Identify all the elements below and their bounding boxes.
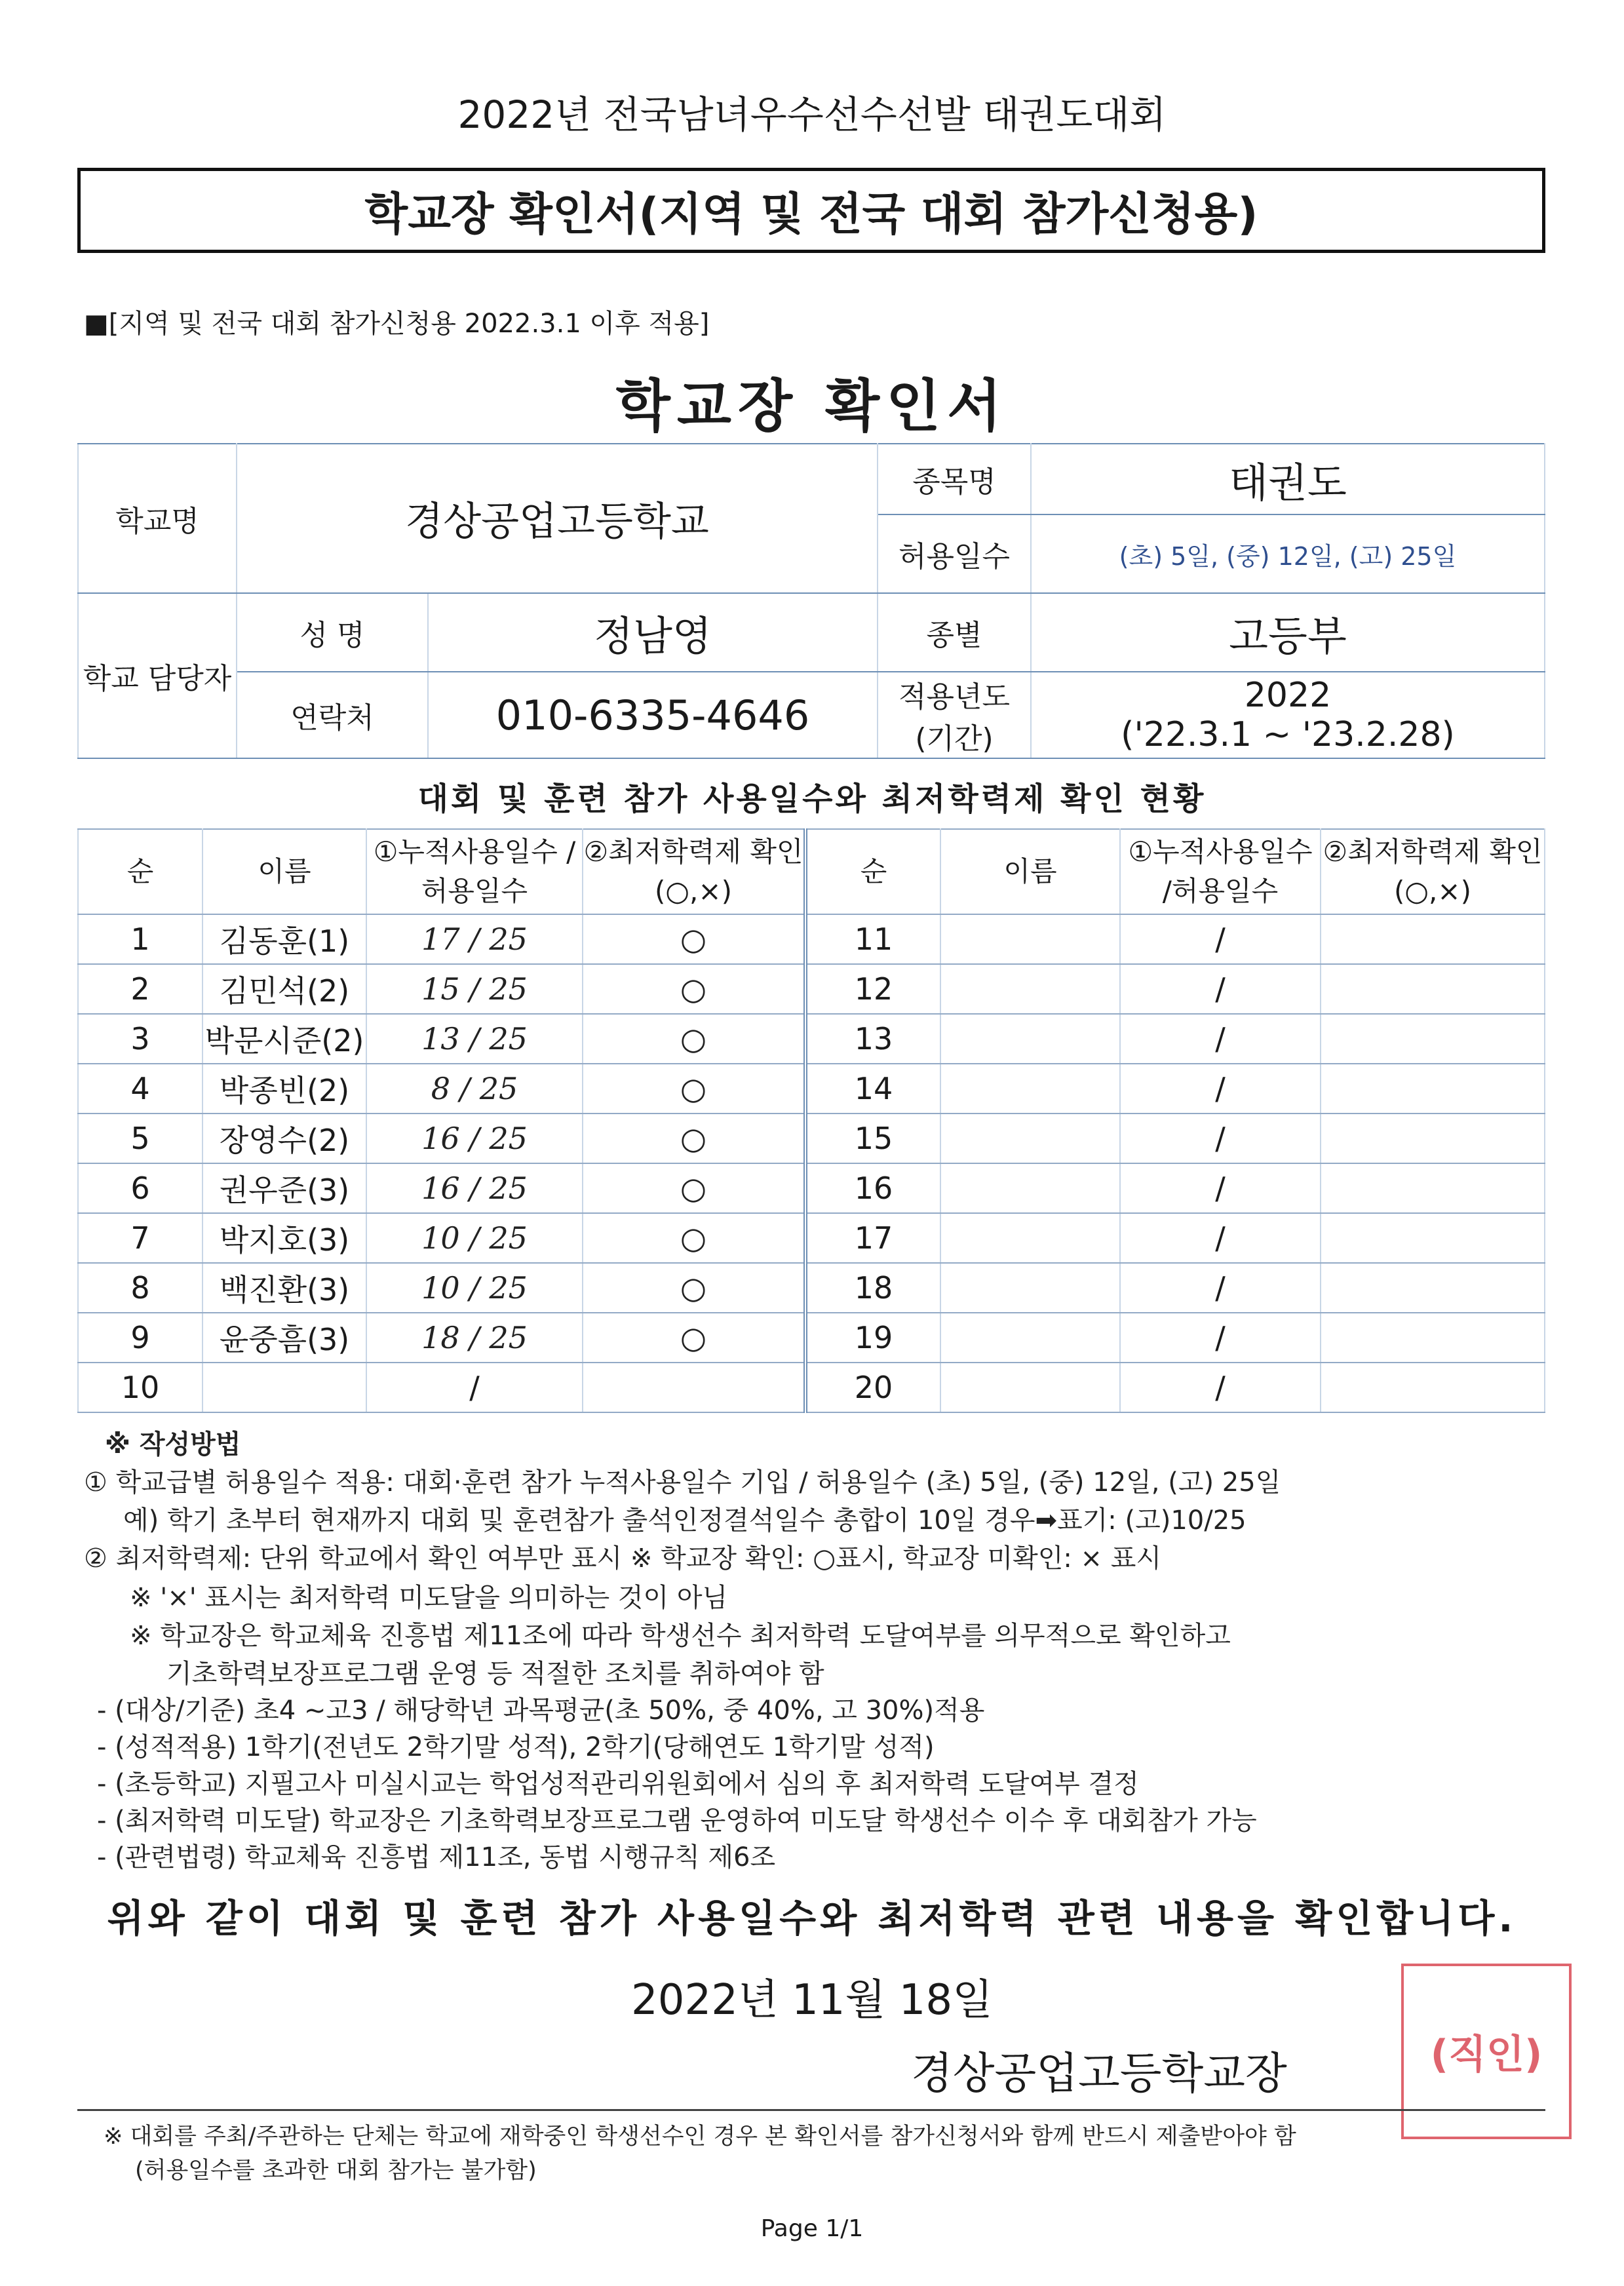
- banner-text: 학교장 확인서(지역 및 전국 대회 참가신청용): [364, 188, 1258, 241]
- method-line: - (초등학교) 지필고사 미실시교는 학업성적관리위원회에서 심의 후 최저학력 도달여부 결정: [97, 1769, 1139, 1799]
- method-line: ① 학교급별 허용일수 적용: 대회·훈련 참가 누적사용일수 기입 / 허용일수 (초) 5일, (중) 12일, (고) 25일: [84, 1467, 1281, 1498]
- row-check-2: [1321, 964, 1545, 1014]
- row-name: 김동훈(1): [203, 914, 366, 964]
- period: ('22.3.1 ~ '23.2.28): [1121, 715, 1455, 754]
- contact-label: 연락처: [237, 672, 428, 758]
- athlete-table: [77, 828, 1545, 1413]
- row-no-2: 17: [805, 1213, 940, 1263]
- row-check-2: [1321, 1363, 1545, 1412]
- year-label: 적용년도 (기간): [878, 672, 1031, 758]
- row-days-2: /: [1120, 964, 1321, 1014]
- header-no-2: 순: [805, 829, 940, 914]
- contact-value: 010-6335-4646: [428, 672, 878, 758]
- method-line: - (관련법령) 학교체육 진흥법 제11조, 동법 시행규칙 제6조: [97, 1842, 776, 1872]
- row-days-2: /: [1120, 1014, 1321, 1064]
- row-name-2: [940, 1014, 1120, 1064]
- table-row: [78, 1064, 1545, 1114]
- row-check: [583, 1363, 805, 1412]
- row-check-2: [1321, 1313, 1545, 1363]
- row-name: 박지호(3): [203, 1213, 366, 1263]
- method-line: ② 최저학력제: 단위 학교에서 확인 여부만 표시 ※ 학교장 확인: ○표시, 학교장 미확인: × 표시: [84, 1543, 1162, 1574]
- category-label: 종별: [878, 593, 1031, 672]
- method-line: 기초학력보장프로그램 운영 등 적절한 조치를 취하여야 함: [166, 1659, 824, 1689]
- row-check-2: [1321, 1213, 1545, 1263]
- row-days: 16 / 25: [366, 1163, 583, 1213]
- row-name-2: [940, 1064, 1120, 1114]
- header-days: ①누적사용일수 /허용일수: [366, 829, 583, 914]
- row-days: 17 / 25: [366, 914, 583, 964]
- allowed-label: 허용일수: [878, 514, 1031, 593]
- name-label: 성 명: [237, 593, 428, 672]
- header-name-2: 이름: [940, 829, 1120, 914]
- table-row: [78, 1114, 1545, 1163]
- row-name: [203, 1363, 366, 1412]
- method-line: - (최저학력 미도달) 학교장은 기초학력보장프로그램 운영하여 미도달 학생선수 이수 후 대회참가 가능: [97, 1806, 1257, 1836]
- row-no: 3: [78, 1014, 203, 1064]
- row-check: ○: [583, 964, 805, 1014]
- school-info-table: [77, 443, 1545, 759]
- row-no: 5: [78, 1114, 203, 1163]
- official-seal: [1401, 1964, 1572, 2139]
- category-value: 고등부: [1031, 593, 1545, 672]
- row-name: 박문시준(2): [203, 1014, 366, 1064]
- manager-name: 정남영: [428, 593, 878, 672]
- row-days: 10 / 25: [366, 1263, 583, 1313]
- row-days: 13 / 25: [366, 1014, 583, 1064]
- row-name-2: [940, 1263, 1120, 1313]
- row-name-2: [940, 1213, 1120, 1263]
- row-no: 9: [78, 1313, 203, 1363]
- page-title: 학교장 확인서: [615, 374, 1009, 439]
- header-no: 순: [78, 829, 203, 914]
- row-days-2: /: [1120, 1363, 1321, 1412]
- row-no: 6: [78, 1163, 203, 1213]
- header-check: ②최저학력제 확인(○,×): [583, 829, 805, 914]
- row-name: 권우준(3): [203, 1163, 366, 1213]
- manager-label: 학교 담당자: [78, 593, 237, 758]
- row-days: 16 / 25: [366, 1114, 583, 1163]
- table-title: 대회 및 훈련 참가 사용일수와 최저학력제 확인 현황: [417, 781, 1207, 817]
- row-name-2: [940, 1313, 1120, 1363]
- row-name: 백진환(3): [203, 1263, 366, 1313]
- row-days: /: [366, 1363, 583, 1412]
- row-no-2: 12: [805, 964, 940, 1014]
- bottom-note: ※ 대회를 주최/주관하는 단체는 학교에 재학중인 학생선수인 경우 본 확인서를 참가신청서와 함께 반드시 제출받아야 함: [104, 2123, 1296, 2150]
- event-title: 2022년 전국남녀우수선수선발 태권도대회: [457, 92, 1167, 137]
- row-no-2: 19: [805, 1313, 940, 1363]
- row-name-2: [940, 964, 1120, 1014]
- row-name-2: [940, 914, 1120, 964]
- declaration: 위와 같이 대회 및 훈련 참가 사용일수와 최저학력 관련 내용을 확인합니다.: [107, 1896, 1517, 1941]
- row-no-2: 20: [805, 1363, 940, 1412]
- table-row: [78, 1263, 1545, 1313]
- row-check-2: [1321, 1064, 1545, 1114]
- row-days-2: /: [1120, 1114, 1321, 1163]
- row-no: 4: [78, 1064, 203, 1114]
- principal-name: 경상공업고등학교장: [911, 2048, 1287, 2099]
- row-days: 8 / 25: [366, 1064, 583, 1114]
- row-no-2: 11: [805, 914, 940, 964]
- row-name: 장영수(2): [203, 1114, 366, 1163]
- row-no: 2: [78, 964, 203, 1014]
- table-row: [78, 964, 1545, 1014]
- page-number: Page 1/1: [760, 2215, 864, 2242]
- method-line: 예) 학기 초부터 현재까지 대회 및 훈련참가 출석인정결석일수 총합이 10일 경우➡표기: (고)10/25: [123, 1505, 1247, 1536]
- row-check: ○: [583, 914, 805, 964]
- table-row: [78, 1014, 1545, 1064]
- row-check-2: [1321, 1263, 1545, 1313]
- row-days: 15 / 25: [366, 964, 583, 1014]
- sport-value: 태권도: [1031, 444, 1545, 514]
- row-no: 8: [78, 1263, 203, 1313]
- row-no-2: 14: [805, 1064, 940, 1114]
- row-check: ○: [583, 1213, 805, 1263]
- table-row: [78, 914, 1545, 964]
- method-line: ※ '×' 표시는 최저학력 미도달을 의미하는 것이 아님: [130, 1583, 728, 1613]
- header-name: 이름: [203, 829, 366, 914]
- seal-label: (직인): [1430, 2032, 1543, 2078]
- row-check-2: [1321, 1114, 1545, 1163]
- row-check: ○: [583, 1313, 805, 1363]
- divider: [77, 2109, 1545, 2111]
- row-no: 1: [78, 914, 203, 964]
- row-days-2: /: [1120, 1313, 1321, 1363]
- row-check-2: [1321, 1014, 1545, 1064]
- allowed-value: (초) 5일, (중) 12일, (고) 25일: [1031, 514, 1545, 593]
- method-title: ※ 작성방법: [105, 1429, 241, 1460]
- row-days-2: /: [1120, 1064, 1321, 1114]
- row-days-2: /: [1120, 1263, 1321, 1313]
- row-days-2: /: [1120, 1163, 1321, 1213]
- row-name: 박종빈(2): [203, 1064, 366, 1114]
- row-check: ○: [583, 1163, 805, 1213]
- row-check: ○: [583, 1014, 805, 1064]
- row-no-2: 13: [805, 1014, 940, 1064]
- row-no-2: 16: [805, 1163, 940, 1213]
- row-days: 18 / 25: [366, 1313, 583, 1363]
- row-no: 10: [78, 1363, 203, 1412]
- table-row: [78, 1313, 1545, 1363]
- table-row: [78, 1163, 1545, 1213]
- row-name: 김민석(2): [203, 964, 366, 1014]
- school-name: 경상공업고등학교: [237, 444, 878, 593]
- method-line: - (성적적용) 1학기(전년도 2학기말 성적), 2학기(당해연도 1학기말 성적): [97, 1732, 935, 1762]
- row-days-2: /: [1120, 914, 1321, 964]
- year: 2022: [1244, 676, 1332, 715]
- row-check: ○: [583, 1064, 805, 1114]
- row-name-2: [940, 1363, 1120, 1412]
- row-check: ○: [583, 1114, 805, 1163]
- school-label: 학교명: [78, 444, 237, 593]
- row-check-2: [1321, 914, 1545, 964]
- row-name-2: [940, 1114, 1120, 1163]
- document-banner: [77, 168, 1545, 253]
- issue-date: 2022년 11월 18일: [631, 1976, 993, 2024]
- bottom-note-sub: (허용일수를 초과한 대회 참가는 불가함): [135, 2158, 537, 2184]
- table-row: [78, 1213, 1545, 1263]
- header-days-2: ①누적사용일수 /허용일수: [1120, 829, 1321, 914]
- row-no-2: 18: [805, 1263, 940, 1313]
- method-line: - (대상/기준) 초4 ~고3 / 해당학년 과목평균(초 50%, 중 40%, 고 30%)적용: [97, 1695, 985, 1726]
- sport-label: 종목명: [878, 444, 1031, 514]
- table-row: [78, 1363, 1545, 1412]
- row-name: 윤중흠(3): [203, 1313, 366, 1363]
- header-check-2: ②최저학력제 확인(○,×): [1321, 829, 1545, 914]
- row-no: 7: [78, 1213, 203, 1263]
- row-check: ○: [583, 1263, 805, 1313]
- row-no-2: 15: [805, 1114, 940, 1163]
- year-value: [1031, 672, 1545, 758]
- row-check-2: [1321, 1163, 1545, 1213]
- row-days: 10 / 25: [366, 1213, 583, 1263]
- row-days-2: /: [1120, 1213, 1321, 1263]
- applicability-note: ■[지역 및 전국 대회 참가신청용 2022.3.1 이후 적용]: [84, 309, 710, 339]
- method-line: ※ 학교장은 학교체육 진흥법 제11조에 따라 학생선수 최저학력 도달여부를 의무적으로 확인하고: [130, 1621, 1231, 1651]
- row-name-2: [940, 1163, 1120, 1213]
